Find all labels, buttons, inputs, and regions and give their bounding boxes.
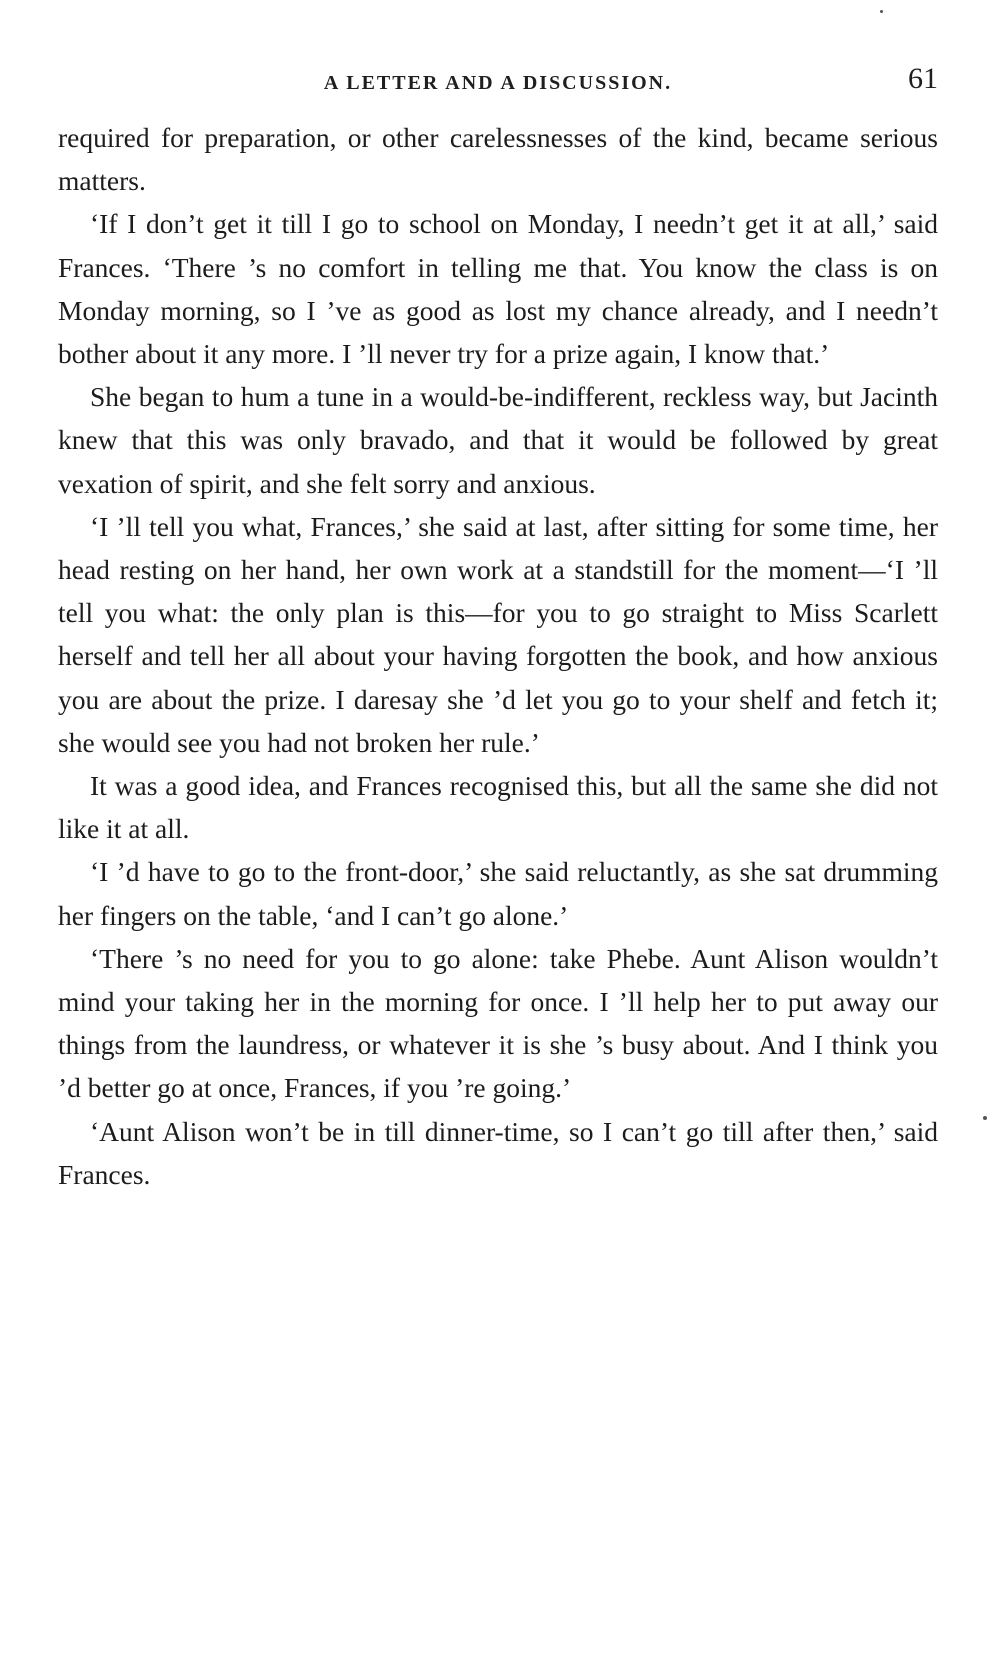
running-title: A LETTER AND A DISCUSSION. <box>323 72 673 94</box>
scan-speck <box>880 10 883 13</box>
page-number: 61 <box>908 62 938 95</box>
running-head <box>58 62 938 102</box>
paragraph-8: ‘Aunt Alison won’t be in till dinner-time, so I can’t go till after then,’ said Frances. <box>58 1115 938 1190</box>
body-text <box>58 116 938 1196</box>
paragraph-4: ‘I ’ll tell you what, Frances,’ she said at last, after sitting for some time, her head resting on her hand, her own work at a standstill for the moment—‘I ’ll tell you what: the only plan is this—for you to go straight to Miss Scarlett herself and tell her all about your having forgotten the book, and how anxious you are about the prize. I daresay she ’d let you go to your shelf and fetch it; she would see you had not broken her rule.’ <box>58 510 938 758</box>
paragraph-2: ‘If I don’t get it till I go to school on Monday, I needn’t get it at all,’ said Frances. ‘There ’s no comfort in telling me that. You know the class is on Monday morning, so I ’ve as good as lost my chance already, and I needn’t bother about it any more. I ’ll never try for a prize again, I know that.’ <box>58 208 938 370</box>
paragraph-5: It was a good idea, and Frances recognised this, but all the same she did not like it at all. <box>58 770 938 845</box>
paragraph-3: She began to hum a tune in a would-be-indifferent, reckless way, but Jacinth knew that this was only bravado, and that it would be followed by great vexation of spirit, and she felt sorry and anxious. <box>58 381 938 499</box>
paragraph-6: ‘I ’d have to go to the front-door,’ she said reluctantly, as she sat drumming her fingers on the table, ‘and I can’t go alone.’ <box>58 856 938 931</box>
paragraph-1: required for preparation, or other carelessnesses of the kind, became serious matters. <box>58 122 938 197</box>
paragraph-7: ‘There ’s no need for you to go alone: take Phebe. Aunt Alison wouldn’t mind your taking her in the morning for once. I ’ll help her to put away our things from the laundress, or whatever it is she ’s busy about. And I think you ’d better go at once, Frances, if you ’re going.’ <box>58 942 938 1104</box>
scan-speck <box>983 1116 987 1120</box>
